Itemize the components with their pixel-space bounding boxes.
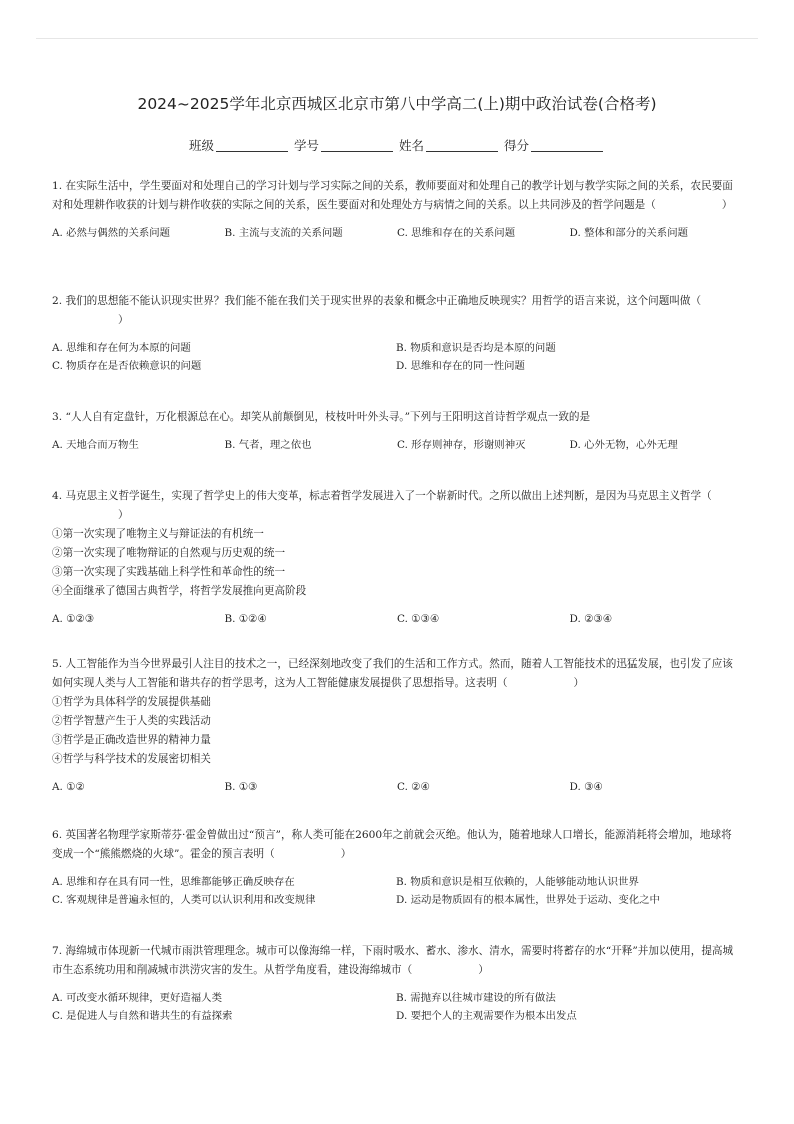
- question-stem: 5. 人工智能作为当今世界最引人注目的技术之一，已经深刻地改变了我们的生活和工作方式。然而，随着人工智能技术的迅猛发展，也引发了应该如何实现人类与人工智能和谐共存的哲学思考，这为人工智能健康发展提供了思想指导。这表明（ ）: [52, 658, 733, 689]
- option-a: A. 思维和存在具有同一性，思维都能够正确反映存在: [52, 876, 295, 888]
- options: [52, 339, 742, 375]
- number-label: 学号: [293, 138, 319, 153]
- options: [52, 436, 742, 454]
- option-d: D. ③④: [569, 781, 603, 793]
- options: [52, 224, 742, 242]
- options: [52, 778, 742, 796]
- question-stem: 3. “人人自有定盘针，万化根源总在心。却笑从前颠倒见，枝枝叶叶外头寻。”下列与王阳明这首诗哲学观点一致的是: [52, 411, 591, 423]
- option-a: A. 思维和存在何为本原的问题: [52, 342, 191, 354]
- option-d: D. 整体和部分的关系问题: [569, 227, 688, 239]
- option-c: C. ①③④: [397, 613, 440, 625]
- option-a: A. 天地合而万物生: [52, 439, 139, 451]
- option-d: D. 心外无物，心外无理: [569, 439, 678, 451]
- option-c: C. 形存则神存，形谢则神灭: [397, 439, 526, 451]
- option-a: A. ①②: [52, 781, 85, 793]
- option-b: B. 物质和意识是否均是本原的问题: [396, 342, 556, 354]
- statement-3: ③哲学是正确改造世界的精神力量: [52, 734, 211, 746]
- statement-2: ②第一次实现了唯物辩证的自然观与历史观的统一: [52, 547, 286, 559]
- question-stem: 6. 英国著名物理学家斯蒂芬·霍金曾做出过“预言”，称人类可能在2600年之前就会灭绝。他认为，随着地球人口增长，能源消耗将会增加，地球将变成一个“熊熊燃烧的火球”。霍金的预言表明（ ）: [52, 829, 732, 860]
- options: [52, 873, 742, 909]
- page-title: 2024~2025学年北京西城区北京市第八中学高二(上)期中政治试卷(合格考): [137, 95, 657, 113]
- class-field: [216, 139, 288, 152]
- option-c: C. 是促进人与自然和谐共生的有益探索: [52, 1010, 233, 1022]
- option-c: C. 思维和存在的关系问题: [397, 227, 516, 239]
- option-d: D. 思维和存在的同一性问题: [396, 360, 525, 372]
- option-d: D. 要把个人的主观需要作为根本出发点: [396, 1010, 577, 1022]
- question-6: [52, 826, 742, 909]
- option-a: A. 必然与偶然的关系问题: [52, 227, 171, 239]
- question-stem: 1. 在实际生活中，学生要面对和处理自己的学习计划与学习实际之间的关系，教师要面对和处理自己的教学计划与教学实际之间的关系，农民要面对和处理耕作收获的计划与耕作收获的实际之间的关系，医生要面对和处理处方与病情之间的关系。以上共同涉及的哲学问题是（ ）: [52, 180, 733, 211]
- option-d: D. 运动是物质固有的根本属性，世界处于运动、变化之中: [396, 894, 660, 906]
- option-b: B. 气者，理之依也: [224, 439, 312, 451]
- statement-3: ③第一次实现了实践基础上科学性和革命性的统一: [52, 566, 286, 578]
- option-c: C. 物质存在是否依赖意识的问题: [52, 360, 202, 372]
- score-label: 得分: [503, 138, 529, 153]
- question-stem: 4. 马克思主义哲学诞生，实现了哲学史上的伟大变革，标志着哲学发展进入了一个崭新时代。之所以做出上述判断，是因为马克思主义哲学（）: [52, 490, 712, 521]
- question-3: [52, 408, 742, 454]
- option-b: B. 主流与支流的关系问题: [224, 227, 343, 239]
- name-field: [426, 139, 498, 152]
- options: [52, 989, 742, 1025]
- options: [52, 610, 742, 628]
- option-d: D. ②③④: [569, 613, 613, 625]
- question-7: [52, 942, 742, 1025]
- option-c: C. 客观规律是普遍永恒的，人类可以认识利用和改变规律: [52, 894, 316, 906]
- statement-4: ④全面继承了德国古典哲学，将哲学发展推向更高阶段: [52, 585, 307, 597]
- statement-1: ①哲学为具体科学的发展提供基础: [52, 696, 211, 708]
- statement-1: ①第一次实现了唯物主义与辩证法的有机统一: [52, 528, 264, 540]
- option-b: B. 需抛弃以往城市建设的所有做法: [396, 992, 556, 1004]
- question-stem: 7. 海绵城市体现新一代城市雨洪管理理念。城市可以像海绵一样，下雨时吸水、蓄水、渗水、清水，需要时将蓄存的水“开释”并加以使用，提高城市生态系统功用和削减城市洪涝灾害的发生。从哲学角度看，建设海绵城市（ ）: [52, 945, 734, 976]
- option-b: B. ①③: [224, 781, 258, 793]
- option-b: B. 物质和意识是相互依赖的，人能够能动地认识世界: [396, 876, 639, 888]
- name-label: 姓名: [398, 138, 424, 153]
- question-4: [52, 487, 742, 628]
- header-rule: [36, 38, 758, 39]
- option-c: C. ②④: [397, 781, 430, 793]
- question-2: [52, 292, 742, 375]
- question-stem: 2. 我们的思想能不能认识现实世界？我们能不能在我们关于现实世界的表象和概念中正确地反映现实？用哲学的语言来说，这个问题叫做（）: [52, 295, 702, 326]
- option-b: B. ①②④: [224, 613, 267, 625]
- statement-4: ④哲学与科学技术的发展密切相关: [52, 753, 211, 765]
- question-5: [52, 655, 742, 796]
- question-1: [52, 177, 742, 242]
- class-label: 班级: [188, 138, 214, 153]
- statement-2: ②哲学智慧产生于人类的实践活动: [52, 715, 211, 727]
- student-info-line: [0, 136, 794, 154]
- option-a: A. ①②③: [52, 613, 95, 625]
- number-field: [321, 139, 393, 152]
- score-field: [531, 139, 603, 152]
- option-a: A. 可改变水循环规律，更好造福人类: [52, 992, 222, 1004]
